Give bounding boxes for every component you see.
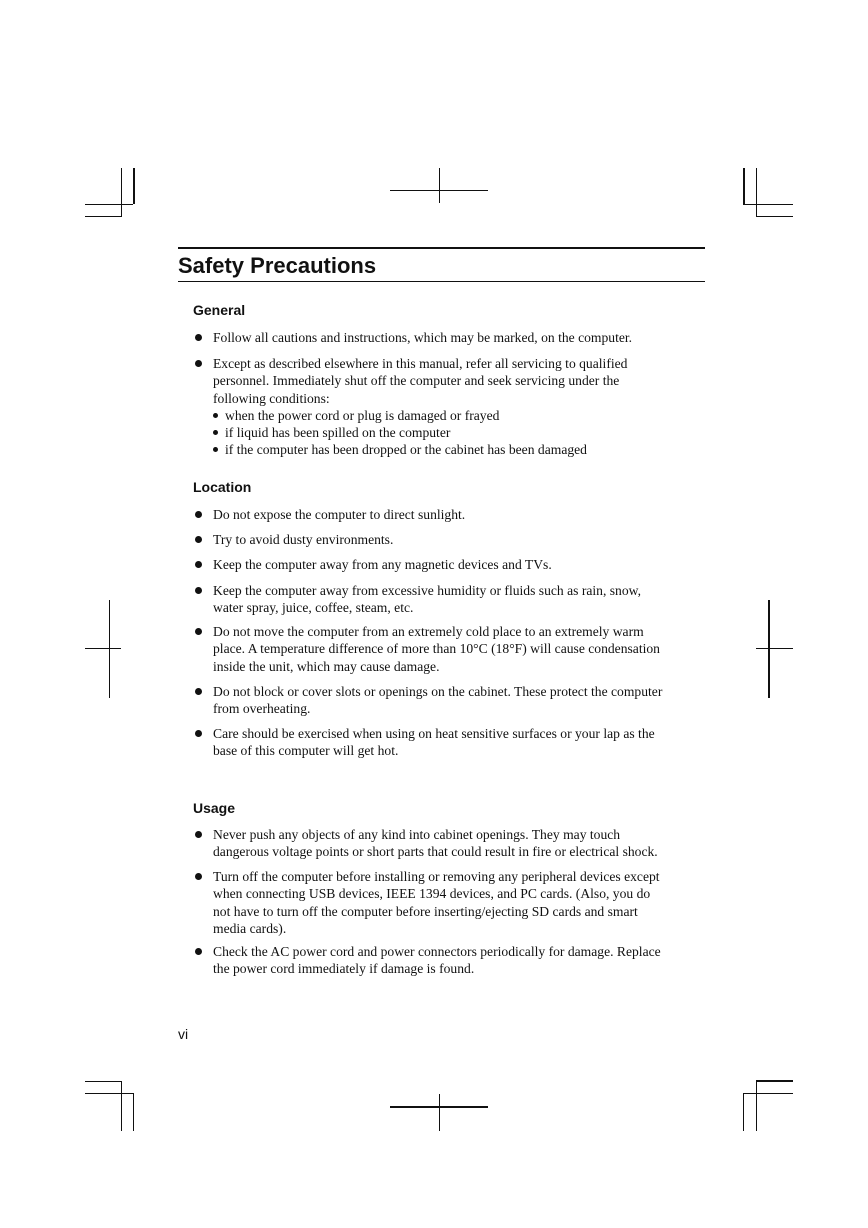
bullet-icon (195, 561, 202, 568)
list-item-line: base of this computer will get hot. (213, 743, 399, 759)
section-heading-usage: Usage (193, 800, 236, 816)
list-item (192, 531, 702, 548)
list-item-line: Care should be exercised when using on heat sensitive surfaces or your lap as the (213, 726, 655, 741)
list-item (192, 623, 702, 675)
list-item-line: Do not block or cover slots or openings on the cabinet. These protect the computer (213, 684, 663, 699)
title-rule-top (178, 247, 705, 249)
list-item (192, 725, 702, 760)
sub-list-item-text: if liquid has been spilled on the computer (225, 425, 451, 441)
list-item-line: water spray, juice, coffee, steam, etc. (213, 600, 414, 616)
sub-list-item (213, 424, 702, 441)
list-item (192, 556, 702, 573)
list-item-line: Do not move the computer from an extremely cold place to an extremely warm (213, 624, 644, 639)
list-item-line: Never push any objects of any kind into cabinet openings. They may touch (213, 827, 621, 842)
list-item-line: Follow all cautions and instructions, which may be marked, on the computer. (213, 330, 633, 345)
sub-bullet-icon (213, 430, 218, 435)
list-item-line: Try to avoid dusty environments. (213, 532, 394, 547)
list-item-line: dangerous voltage points or short parts that could result in fire or electrical shock. (213, 844, 658, 860)
list-item-line: from overheating. (213, 701, 311, 717)
bullet-icon (195, 688, 202, 695)
bullet-icon (195, 334, 202, 341)
page-number: vi (178, 1026, 189, 1042)
list-item-line: Except as described elsewhere in this manual, refer all servicing to qualified (213, 356, 628, 371)
list-item-line: Do not expose the computer to direct sunlight. (213, 507, 466, 522)
sub-list-item-text: when the power cord or plug is damaged or frayed (225, 407, 500, 423)
list-item-line: inside the unit, which may cause damage. (213, 658, 440, 674)
list-item-line: place. A temperature difference of more than 10°C (18°F) will cause condensation (213, 641, 660, 657)
sub-list-item-text: if the computer has been dropped or the cabinet has been damaged (225, 442, 587, 458)
list-item-line: not have to turn off the computer before inserting/ejecting SD cards and smart (213, 903, 638, 919)
list-item-line: media cards). (213, 920, 287, 936)
list-item-line: Keep the computer away from any magnetic devices and TVs. (213, 557, 552, 572)
list-item-line: following conditions: (213, 390, 330, 406)
bullet-icon (195, 948, 202, 955)
list-item-line: Keep the computer away from excessive humidity or fluids such as rain, snow, (213, 583, 641, 598)
list-item (192, 329, 702, 346)
list-item (192, 683, 702, 718)
list-item (192, 826, 702, 861)
page-title: Safety Precautions (178, 253, 377, 278)
list-item (192, 582, 702, 617)
sub-list-item (213, 407, 702, 424)
list-item (192, 355, 702, 459)
bullet-icon (195, 536, 202, 543)
list-item-line: personnel. Immediately shut off the computer and seek servicing under the (213, 373, 620, 389)
title-rule-bottom (178, 281, 705, 282)
bullet-icon (195, 360, 202, 367)
bullet-icon (195, 873, 202, 880)
sub-bullet-icon (213, 447, 218, 452)
sub-list-item (213, 441, 702, 458)
section-heading-location: Location (193, 479, 252, 495)
list-item (192, 868, 702, 937)
list-item (192, 506, 702, 523)
list-item (192, 943, 702, 978)
list-item-line: Check the AC power cord and power connectors periodically for damage. Replace (213, 944, 661, 959)
bullet-icon (195, 587, 202, 594)
section-heading-general: General (193, 302, 246, 318)
list-item-line: the power cord immediately if damage is found. (213, 961, 475, 977)
bullet-icon (195, 730, 202, 737)
bullet-icon (195, 831, 202, 838)
bullet-icon (195, 511, 202, 518)
bullet-icon (195, 628, 202, 635)
sub-bullet-icon (213, 413, 218, 418)
list-item-line: when connecting USB devices, IEEE 1394 devices, and PC cards. (Also, you do (213, 886, 651, 902)
list-item-line: Turn off the computer before installing or removing any peripheral devices except (213, 869, 660, 884)
